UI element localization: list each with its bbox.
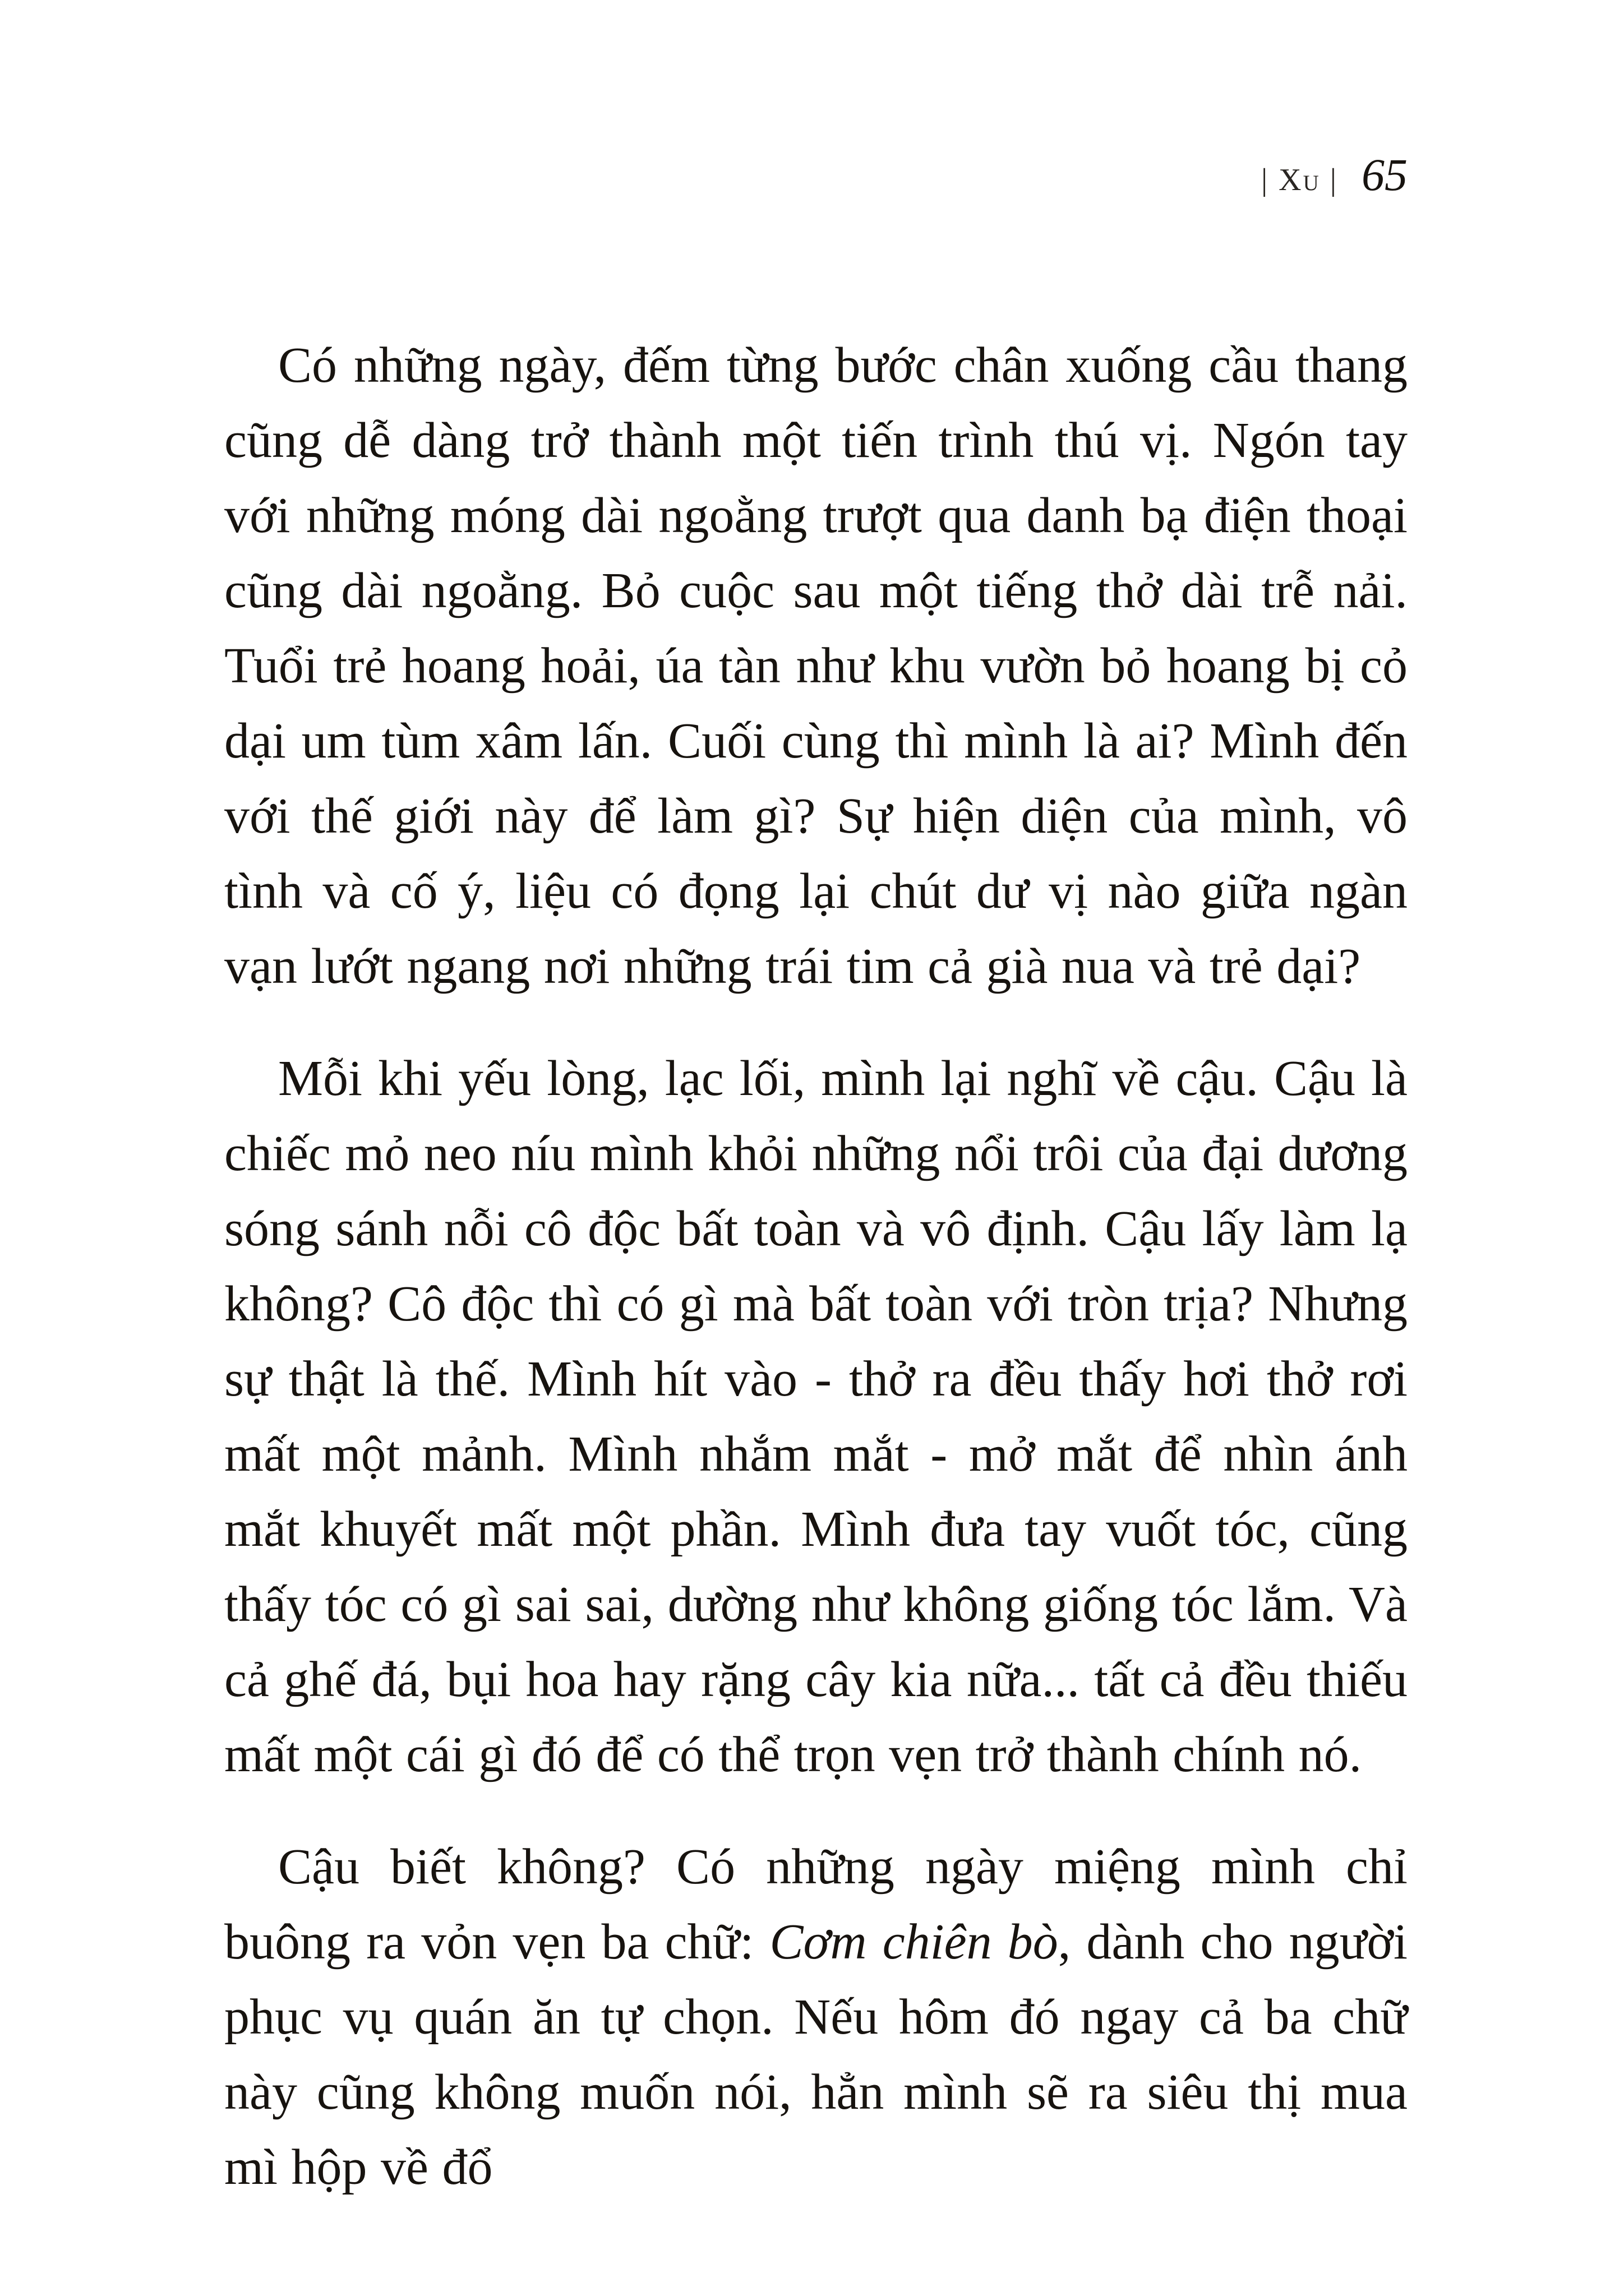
paragraph-3-italic-phrase: Cơm chiên bò [769,1914,1058,1970]
running-title: | Xu | [1261,163,1338,197]
paragraph-2: Mỗi khi yếu lòng, lạc lối, mình lại nghĩ về cậu. Cậu là chiếc mỏ neo níu mình khỏi những nổi trôi của đại dương sóng sánh nỗi cô độc bất toàn và vô định. Cậu lấy làm lạ không? Cô độc thì có gì mà bất toàn với tròn trịa? Nhưng sự thật là thế. Mình hít vào - thở ra đều thấy hơi thở rơi mất một mảnh. Mình nhắm mắt - mở mắt để nhìn ánh mắt khuyết mất một phần. Mình đưa tay vuốt tóc, cũng thấy tóc có gì sai sai, dường như không giống tóc lắm. Và cả ghế đá, bụi hoa hay rặng cây kia nữa... tất cả đều thiếu mất một cái gì đó để có thể trọn vẹn trở thành chính nó. [224,1051,1408,1782]
page-header [224,147,1408,216]
paragraph-3-text-before: Cậu biết không? Có những ngày miệng mình chỉ buông ra vỏn vẹn ba chữ: [224,1839,1408,1970]
paragraph-3 [224,1830,1408,2205]
page-number: 65 [1362,149,1408,200]
paragraph-1: Có những ngày, đếm từng bước chân xuống cầu thang cũng dễ dàng trở thành một tiến trình thú vị. Ngón tay với những móng dài ngoằng trượt qua danh bạ điện thoại cũng dài ngoằng. Bỏ cuộc sau một tiếng thở dài trễ nải. Tuổi trẻ hoang hoải, úa tàn như khu vườn bỏ hoang bị cỏ dại um tùm xâm lấn. Cuối cùng thì mình là ai? Mình đến với thế giới này để làm gì? Sự hiện diện của mình, vô tình và cố ý, liệu có đọng lại chút dư vị nào giữa ngàn vạn lướt ngang nơi những trái tim cả già nua và trẻ dại? [224,338,1408,994]
paragraph-3-text-after: , dành cho người phục vụ quán ăn tự chọn. Nếu hôm đó ngay cả ba chữ này cũng không muốn nói, hẳn mình sẽ ra siêu thị mua mì hộp về đổ [224,1914,1408,2195]
text-column [224,147,1408,2205]
